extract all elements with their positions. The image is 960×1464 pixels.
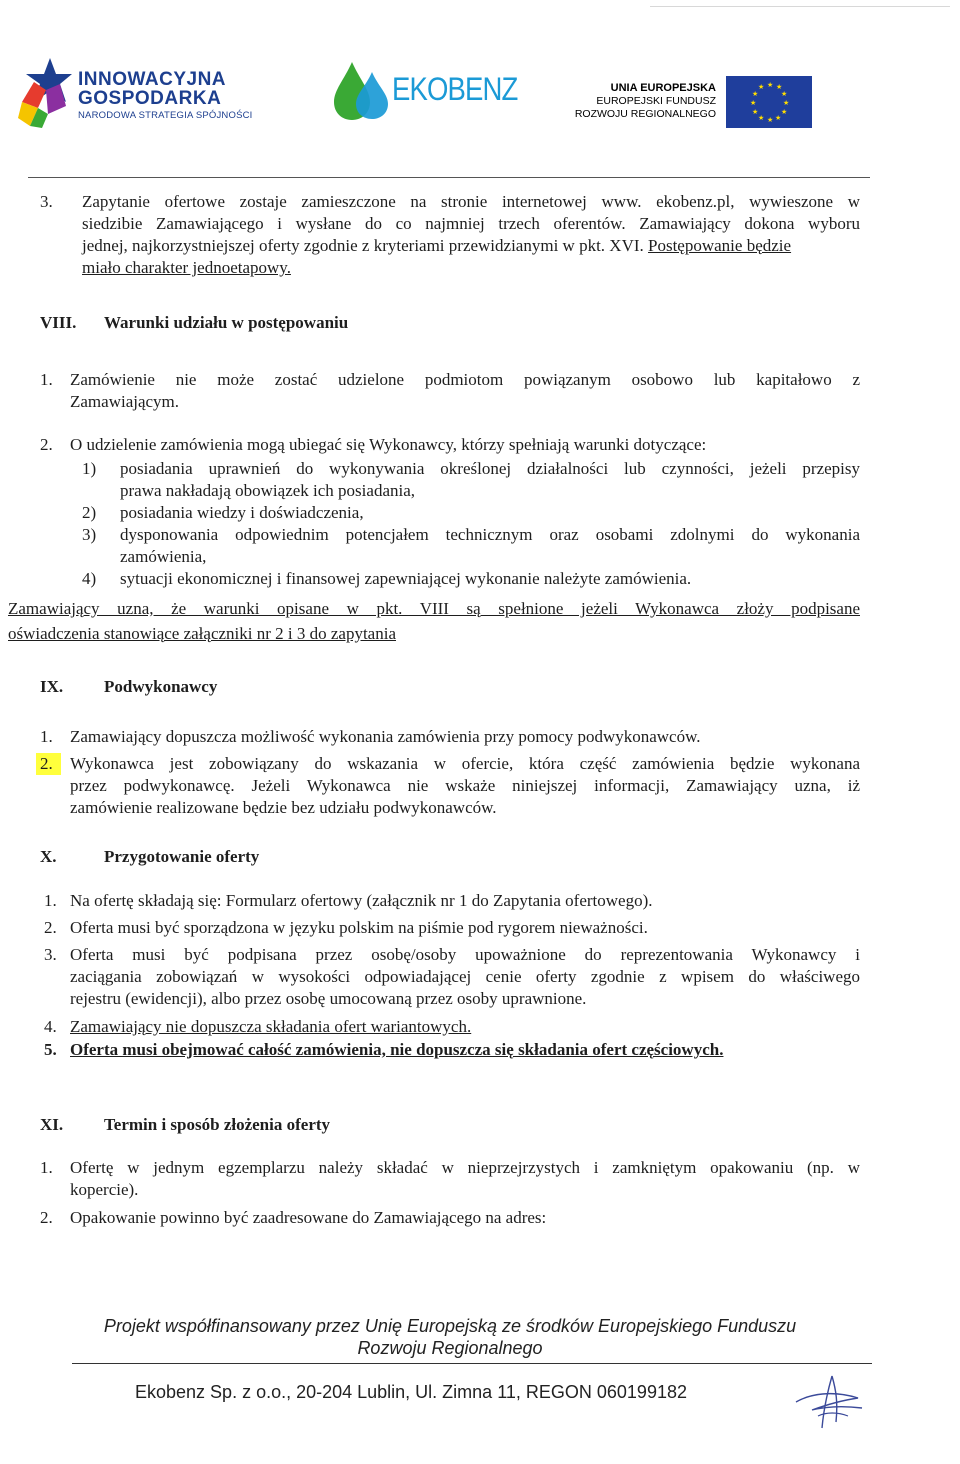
eu-flag-icon — [726, 76, 812, 128]
svg-text:★: ★ — [758, 114, 765, 122]
paragraph-line: prawa nakładają obowiązek ich posiadania, — [120, 481, 416, 500]
handwritten-signature — [792, 1372, 866, 1434]
paragraph-line: Oferta musi być sporządzona w języku polskim na piśmie pod rygorem nieważności. — [70, 918, 648, 937]
paragraph-line: Zamawiającym. — [70, 392, 180, 411]
underlined-text: miało charakter jednoetapowy. — [82, 258, 291, 277]
paragraph-line: zamówienia, — [120, 547, 207, 566]
section-number: XI. — [40, 1115, 64, 1134]
eu-line-2: EUROPEJSKI FUNDUSZ — [596, 95, 716, 107]
paragraph-line: Wykonawca jest zobowiązany do wskazania w ofercie, która część zamówienia będzie wykonana — [70, 754, 860, 773]
svg-text:★: ★ — [783, 99, 790, 107]
eu-line-1: UNIA EUROPEJSKA — [610, 82, 716, 94]
section-title: Warunki udziału w postępowaniu — [104, 313, 349, 332]
paragraph-line: Zamawiający dopuszcza możliwość wykonania zamówienia przy pomocy podwykonawców. — [70, 727, 701, 746]
ig-subtitle: NARODOWA STRATEGIA SPÓJNOŚCI — [78, 110, 253, 121]
paragraph-line: Opakowanie powinno być zaadresowane do Zamawiającego na adres: — [70, 1208, 547, 1227]
list-number: 3. — [44, 945, 57, 964]
ekobenz-drops-icon — [330, 58, 394, 122]
eu-logo — [560, 74, 814, 130]
eu-line-3: ROZWOJU REGIONALNEGO — [574, 108, 716, 120]
list-number: 2. — [40, 435, 53, 454]
paragraph-line: siedzibie Zamawiającego i wysłane do co najmniej trzech oferentów. Zamawiający dokona wyboru — [82, 214, 860, 233]
paragraph-line: przez podwykonawcę. Jeżeli Wykonawca nie wskaże niniejszej informacji, Zamawiający uzna, iż — [70, 776, 860, 795]
paragraph-line: zamówienie realizowane będzie bez udziału podwykonawców. — [70, 798, 497, 817]
section-title: Przygotowanie oferty — [104, 847, 260, 866]
paragraph-line: posiadania uprawnień do wykonywania określonej działalności lub czynności, jeżeli przepisy — [120, 459, 860, 478]
list-number: 3. — [40, 192, 53, 211]
svg-text:★: ★ — [750, 99, 757, 107]
footer-project-line-2: Rozwoju Regionalnego — [357, 1338, 543, 1358]
list-number: 1) — [82, 459, 97, 478]
paragraph-line: zaciągania zobowiązań w wysokości odpowiadającej cenie oferty zgodnie z wpisem do właściwego — [70, 967, 860, 986]
svg-text:★: ★ — [752, 108, 759, 116]
paragraph-line — [82, 235, 791, 257]
paragraph-line: Na ofertę składają się: Formularz ofertowy (załącznik nr 1 do Zapytania ofertowego). — [70, 891, 653, 910]
paragraph-line: Zapytanie ofertowe zostaje zamieszczone na stronie internetowej www. ekobenz.pl, wywieszone w — [82, 192, 860, 211]
list-number: 4. — [44, 1017, 57, 1036]
paragraph-line-text: jednej, najkorzystniejszej oferty zgodnie z kryteriami przewidzianymi w pkt. XVI. — [82, 236, 644, 255]
paragraph-line: posiadania wiedzy i doświadczenia, — [120, 503, 364, 522]
svg-text:★: ★ — [758, 83, 765, 91]
ig-title-line-2: GOSPODARKA — [78, 88, 222, 109]
svg-text:★: ★ — [767, 116, 774, 124]
list-number: 1. — [40, 370, 53, 389]
footer-address: Ekobenz Sp. z o.o., 20-204 Lublin, Ul. Zimna 11, REGON 060199182 — [135, 1382, 687, 1402]
svg-text:★: ★ — [781, 90, 788, 98]
svg-text:★: ★ — [775, 114, 782, 122]
ig-star-icon — [16, 56, 76, 130]
footer-divider — [72, 1363, 872, 1364]
underlined-text: Zamawiający nie dopuszcza składania ofert wariantowych. — [70, 1017, 472, 1036]
ig-title-line-1: INNOWACYJNA — [78, 69, 227, 90]
list-number: 2. — [40, 1208, 53, 1227]
section-number: VIII. — [40, 313, 77, 332]
list-number: 4) — [82, 569, 97, 588]
top-edge-line — [650, 6, 950, 7]
paragraph-line: Ofertę w jednym egzemplarzu należy składać w nieprzejrzystych i zamkniętym opakowaniu (np. w — [70, 1158, 860, 1177]
paragraph-line: kopercie). — [70, 1180, 139, 1199]
footer-project-line-1: Projekt współfinansowany przez Unię Europejską ze środków Europejskiego Funduszu — [103, 1316, 797, 1336]
section-title: Podwykonawcy — [104, 677, 218, 696]
innowacyjna-gospodarka-logo — [16, 56, 266, 130]
svg-text:★: ★ — [752, 90, 759, 98]
paragraph-line: rejestru (ewidencji), albo przez osobę umocowaną przez osoby uprawnione. — [70, 989, 587, 1008]
highlighted-list-number: 2. — [36, 753, 61, 775]
svg-text:★: ★ — [781, 108, 788, 116]
list-number: 2) — [82, 503, 97, 522]
list-number: 3) — [82, 525, 97, 544]
list-number: 1. — [44, 891, 57, 910]
ekobenz-wordmark: EKOBENZ — [392, 71, 518, 107]
paragraph-line: dysponowania odpowiednim potencjałem technicznym oraz osobami zdolnymi do wykonania — [120, 525, 860, 544]
list-number: 1. — [40, 727, 53, 746]
svg-text:★: ★ — [767, 81, 774, 89]
bold-underlined-text: Oferta musi obejmować całość zamówienia, nie dopuszcza się składania ofert częściowych. — [70, 1040, 724, 1059]
list-number: 1. — [40, 1158, 53, 1177]
list-number: 2. — [44, 918, 57, 937]
section-number: X. — [40, 847, 57, 866]
paragraph-line: sytuacji ekonomicznej i finansowej zapewniającej wykonanie należyte zamówienia. — [120, 569, 692, 588]
paragraph-line: O udzielenie zamówienia mogą ubiegać się Wykonawcy, którzy spełniają warunki dotyczące: — [70, 435, 707, 454]
section-title: Termin i sposób złożenia oferty — [104, 1115, 331, 1134]
list-number: 5. — [44, 1040, 57, 1059]
underlined-note: Zamawiający uzna, że warunki opisane w pkt. VIII są spełnione jeżeli Wykonawca złoży podpisane — [8, 599, 860, 618]
section-number: IX. — [40, 677, 64, 696]
header-separator — [28, 177, 870, 178]
underlined-text: Postępowanie będzie — [648, 236, 792, 255]
svg-text:★: ★ — [776, 83, 783, 91]
paragraph-line: Oferta musi być podpisana przez osobę/osoby upoważnione do reprezentowania Wykonawcy i — [70, 945, 860, 964]
paragraph-line: Zamówienie nie może zostać udzielone podmiotom powiązanym osobowo lub kapitałowo z — [70, 370, 860, 389]
underlined-note: oświadczenia stanowiące załączniki nr 2 i 3 do zapytania — [8, 624, 396, 643]
ekobenz-logo — [330, 58, 530, 122]
